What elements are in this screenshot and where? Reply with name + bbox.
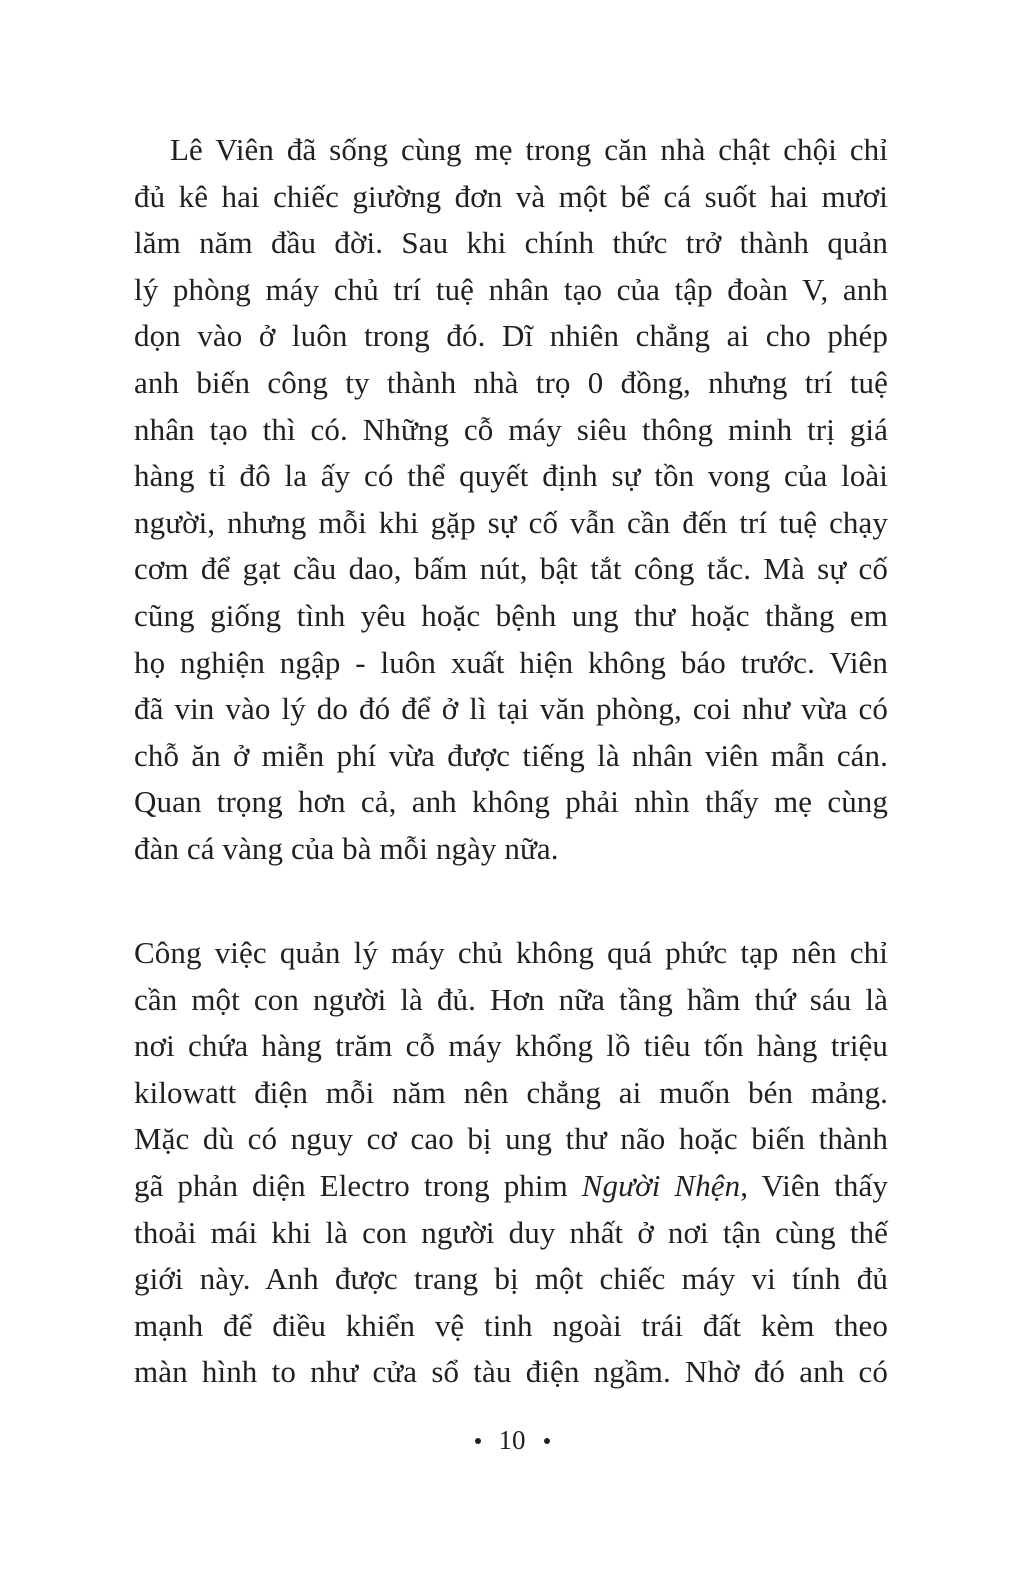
text-line: họ nghiện ngập - luôn xuất hiện không báo trước. Viên [134, 644, 888, 680]
text-line: lăm năm đầu đời. Sau khi chính thức trở thành quản [134, 225, 888, 261]
text-line: lý phòng máy chủ trí tuệ nhân tạo của tập đoàn V, anh [134, 271, 888, 307]
text-line: Lê Viên đã sống cùng mẹ trong căn nhà chật chội chỉ [170, 132, 888, 167]
text-line: anh biến công ty thành nhà trọ 0 đồng, nhưng trí tuệ [134, 364, 888, 400]
text-line: thoải mái khi là con người duy nhất ở nơi tận cùng thế [134, 1214, 888, 1250]
text-line: đã vin vào lý do đó để ở lì tại văn phòng, coi như vừa có [134, 691, 888, 727]
text-line: hàng tỉ đô la ấy có thể quyết định sự tồn vong của loài [134, 458, 888, 494]
text-line: người, nhưng mỗi khi gặp sự cố vẫn cần đến trí tuệ chạy [134, 504, 888, 540]
text-line: cũng giống tình yêu hoặc bệnh ung thư hoặc thằng em [134, 597, 888, 633]
text-line: nhân tạo thì có. Những cỗ máy siêu thông minh trị giá [134, 411, 888, 447]
page-number-footer [0, 1422, 1024, 1458]
paragraph-1 [134, 127, 888, 873]
text-line: Công việc quản lý máy chủ không quá phức tạp nên chỉ [134, 935, 888, 970]
text-line: màn hình to như cửa sổ tàu điện ngầm. Nhờ đó anh có [134, 1354, 888, 1390]
text-line: mạnh để điều khiển vệ tinh ngoài trái đất kèm theo [134, 1307, 888, 1343]
text-line: kilowatt điện mỗi năm nên chẳng ai muốn bén mảng. [134, 1074, 888, 1110]
page-number: 10 [498, 1425, 526, 1455]
text-line: đàn cá vàng của bà mỗi ngày nữa. [134, 830, 559, 866]
text-line: cơm để gạt cầu dao, bấm nút, bật tắt công tắc. Mà sự cố [134, 551, 888, 587]
text-line: cần một con người là đủ. Hơn nữa tầng hầm thứ sáu là [134, 981, 888, 1017]
text-segment: , Viên thấy [740, 1167, 888, 1203]
movie-title: Người Nhện [581, 1167, 741, 1203]
text-line-with-italic [134, 1163, 888, 1210]
text-line: chỗ ăn ở miễn phí vừa được tiếng là nhân viên mẫn cán. [134, 737, 888, 773]
text-line: giới này. Anh được trang bị một chiếc máy vi tính đủ [134, 1261, 888, 1297]
text-line: nơi chứa hàng trăm cỗ máy khổng lồ tiêu tốn hàng triệu [134, 1028, 888, 1064]
paragraph-2 [134, 930, 888, 1396]
text-line: dọn vào ở luôn trong đó. Dĩ nhiên chẳng ai cho phép [134, 318, 888, 354]
bullet-dot-left [475, 1438, 481, 1444]
text-segment: gã phản diện Electro trong phim [134, 1167, 582, 1203]
bullet-dot-right [544, 1438, 550, 1444]
text-line: đủ kê hai chiếc giường đơn và một bể cá suốt hai mươi [134, 178, 888, 214]
text-line: Quan trọng hơn cả, anh không phải nhìn thấy mẹ cùng [134, 784, 888, 820]
text-line: Mặc dù có nguy cơ cao bị ung thư não hoặc biến thành [134, 1121, 888, 1157]
